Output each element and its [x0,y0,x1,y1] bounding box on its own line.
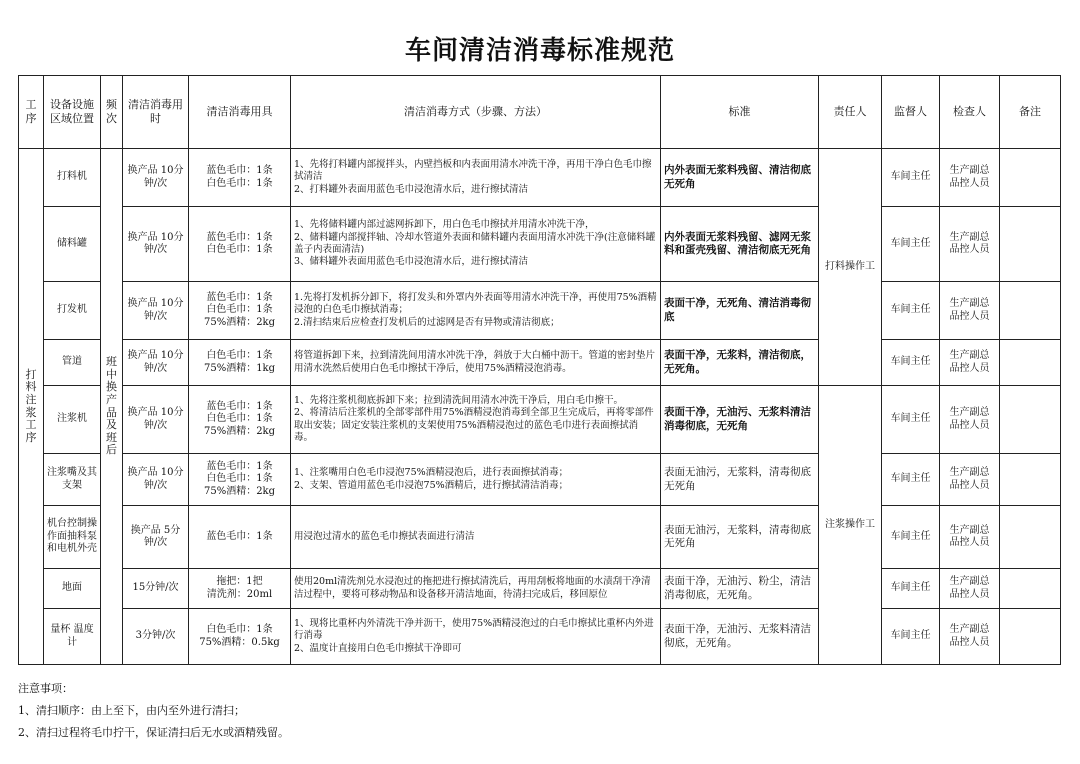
method-cell: 用浸泡过清水的蓝色毛巾擦拭表面进行清洁 [291,506,661,569]
standard-cell: 表面干净，无油污、无浆料清洁彻底，无死角。 [661,609,819,665]
table-row [19,386,1061,454]
supervisor-cell: 车间主任 [882,207,940,282]
tools-cell: 白色毛巾：1条 75%酒精：1kg [189,340,291,386]
equipment-cell: 注浆嘴及其支架 [44,454,101,506]
note-item: 2、清扫过程将毛巾拧干，保证清扫后无水或酒精残留。 [18,726,289,739]
supervisor-cell: 车间主任 [882,149,940,207]
equipment-cell: 注浆机 [44,386,101,454]
table-row [19,282,1061,340]
remark-cell [1000,282,1061,340]
time-cell: 换产品 10分钟/次 [123,454,189,506]
method-cell: 将管道拆卸下来，拉到清洗间用清水冲洗干净，斜放于大白桶中沥干。管道的密封垫片用清水洗然后使用白色毛巾擦拭干净后，使用75%酒精浸泡消毒。 [291,340,661,386]
time-cell: 换产品 5分钟/次 [123,506,189,569]
time-cell: 换产品 10分钟/次 [123,149,189,207]
inspector-cell: 生产副总 品控人员 [940,149,1000,207]
inspector-cell: 生产副总 品控人员 [940,506,1000,569]
method-cell: 1.先将打发机拆分卸下，将打发头和外罩内外表面等用清水冲洗干净，再使用75%酒精浸泡的白色毛巾擦拭消毒； 2.清扫结束后应检查打发机后的过滤网是否有异物或清洁彻底； [291,282,661,340]
standard-cell: 表面干净，无油污、粉尘，清洁消毒彻底，无死角。 [661,569,819,609]
header-inspector: 检查人 [940,76,1000,149]
equipment-cell: 量杯 温度计 [44,609,101,665]
header-responsible: 责任人 [819,76,882,149]
header-frequency: 频次 [101,76,123,149]
supervisor-cell: 车间主任 [882,609,940,665]
remark-cell [1000,207,1061,282]
frequency-cell: 班中换产品及班后 [101,149,123,665]
standard-cell: 表面干净，无油污、无浆料清洁消毒彻底，无死角 [661,386,819,454]
process-cell: 打料 注浆工序 [19,149,44,665]
inspector-cell: 生产副总 品控人员 [940,386,1000,454]
notes-section [18,678,289,744]
table-row [19,207,1061,282]
table-row [19,454,1061,506]
remark-cell [1000,340,1061,386]
inspector-cell: 生产副总 品控人员 [940,454,1000,506]
header-equipment: 设备设施区域位置 [44,76,101,149]
time-cell: 15分钟/次 [123,569,189,609]
responsible-cell: 打料操作工 [819,149,882,386]
table-row [19,340,1061,386]
header-clean-time: 清洁消毒用时 [123,76,189,149]
time-cell: 换产品 10分钟/次 [123,340,189,386]
supervisor-cell: 车间主任 [882,282,940,340]
standard-cell: 表面干净，无死角、清洁消毒彻底 [661,282,819,340]
header-supervisor: 监督人 [882,76,940,149]
equipment-cell: 打发机 [44,282,101,340]
inspector-cell: 生产副总 品控人员 [940,207,1000,282]
method-cell: 使用20ml清洗剂兑水浸泡过的拖把进行擦拭清洗后，再用刮板将地面的水渍刮干净清洁过程中，要将可移动物品和设备移开清洁地面，待清扫完成后，移回原位 [291,569,661,609]
standard-cell: 表面无油污，无浆料，清毒彻底无死角 [661,506,819,569]
time-cell: 换产品 10分钟/次 [123,282,189,340]
header-process: 工序 [19,76,44,149]
tools-cell: 蓝色毛巾：1条 白色毛巾：1条 75%酒精：2kg [189,386,291,454]
inspector-cell: 生产副总 品控人员 [940,569,1000,609]
table-row [19,609,1061,665]
time-cell: 3分钟/次 [123,609,189,665]
table-row [19,149,1061,207]
method-cell: 1、先将储料罐内部过滤网拆卸下，用白色毛巾擦拭并用清水冲洗干净， 2、储料罐内部搅拌轴、冷却水管道外表面和储料罐内表面用清水冲洗干净(注意储料罐盖子内表面清洁) 3、储料罐外表面用蓝色毛巾浸泡清水后，进行擦拭清洁 [291,207,661,282]
tools-cell: 蓝色毛巾：1条 白色毛巾：1条 75%酒精：2kg [189,454,291,506]
tools-cell: 蓝色毛巾：1条 白色毛巾：1条 75%酒精：2kg [189,282,291,340]
time-cell: 换产品 10分钟/次 [123,386,189,454]
remark-cell [1000,609,1061,665]
remark-cell [1000,506,1061,569]
method-cell: 1、先将打料罐内部搅拌头，内壁挡板和内表面用清水冲洗干净，再用干净白色毛巾擦拭清洁 2、打料罐外表面用蓝色毛巾浸泡清水后，进行擦拭清洁 [291,149,661,207]
equipment-cell: 机台控制操作面抽料泵和电机外壳 [44,506,101,569]
supervisor-cell: 车间主任 [882,386,940,454]
supervisor-cell: 车间主任 [882,569,940,609]
note-item: 1、清扫顺序：由上至下，由内至外进行清扫； [18,704,245,717]
supervisor-cell: 车间主任 [882,506,940,569]
equipment-cell: 管道 [44,340,101,386]
remark-cell [1000,454,1061,506]
equipment-cell: 打料机 [44,149,101,207]
standard-cell: 内外表面无浆料残留、清洁彻底无死角 [661,149,819,207]
tools-cell: 蓝色毛巾：1条 白色毛巾：1条 [189,207,291,282]
standard-cell: 表面无油污，无浆料，清毒彻底无死角 [661,454,819,506]
header-row [19,76,1061,149]
tools-cell: 蓝色毛巾：1条 白色毛巾：1条 [189,149,291,207]
header-tools: 清洁消毒用具 [189,76,291,149]
equipment-cell: 储料罐 [44,207,101,282]
header-remark: 备注 [1000,76,1061,149]
method-cell: 1、先将注浆机彻底拆卸下来；拉到清洗间用清水冲洗干净后，用白毛巾擦干。 2、将清洁后注浆机的全部零部件用75%酒精浸泡消毒到全部卫生完成后，再将零部件取出安装；固定安装注浆机的支架使用75%酒精浸泡过的蓝色毛巾进行表面擦拭消毒。 [291,386,661,454]
remark-cell [1000,149,1061,207]
table-row [19,506,1061,569]
supervisor-cell: 车间主任 [882,340,940,386]
method-cell: 1、现将比重杯内外清洗干净并沥干，使用75%酒精浸泡过的白毛巾擦拭比重杯内外进行消毒 2、温度计直接用白色毛巾擦拭干净即可 [291,609,661,665]
tools-cell: 拖把：1把 清洗剂：20ml [189,569,291,609]
supervisor-cell: 车间主任 [882,454,940,506]
standard-cell: 表面干净，无浆料，清洁彻底，无死角。 [661,340,819,386]
notes-heading: 注意事项： [18,682,73,695]
inspector-cell: 生产副总 品控人员 [940,340,1000,386]
remark-cell [1000,386,1061,454]
cleaning-standard-table [18,75,1061,665]
equipment-cell: 地面 [44,569,101,609]
responsible-cell: 注浆操作工 [819,386,882,665]
tools-cell: 蓝色毛巾：1条 [189,506,291,569]
standard-cell: 内外表面无浆料残留、滤网无浆料和蛋壳残留、清洁彻底无死角 [661,207,819,282]
page-title: 车间清洁消毒标准规范 [404,36,675,66]
header-method: 清洁消毒方式（步骤、方法） [291,76,661,149]
header-standard: 标准 [661,76,819,149]
remark-cell [1000,569,1061,609]
method-cell: 1、注浆嘴用白色毛巾浸泡75%酒精浸泡后，进行表面擦拭消毒； 2、支架、管道用蓝色毛巾浸泡75%酒精后，进行擦拭清洁消毒； [291,454,661,506]
time-cell: 换产品 10分钟/次 [123,207,189,282]
table-row [19,569,1061,609]
inspector-cell: 生产副总 品控人员 [940,609,1000,665]
inspector-cell: 生产副总 品控人员 [940,282,1000,340]
tools-cell: 白色毛巾：1条 75%酒精：0.5kg [189,609,291,665]
